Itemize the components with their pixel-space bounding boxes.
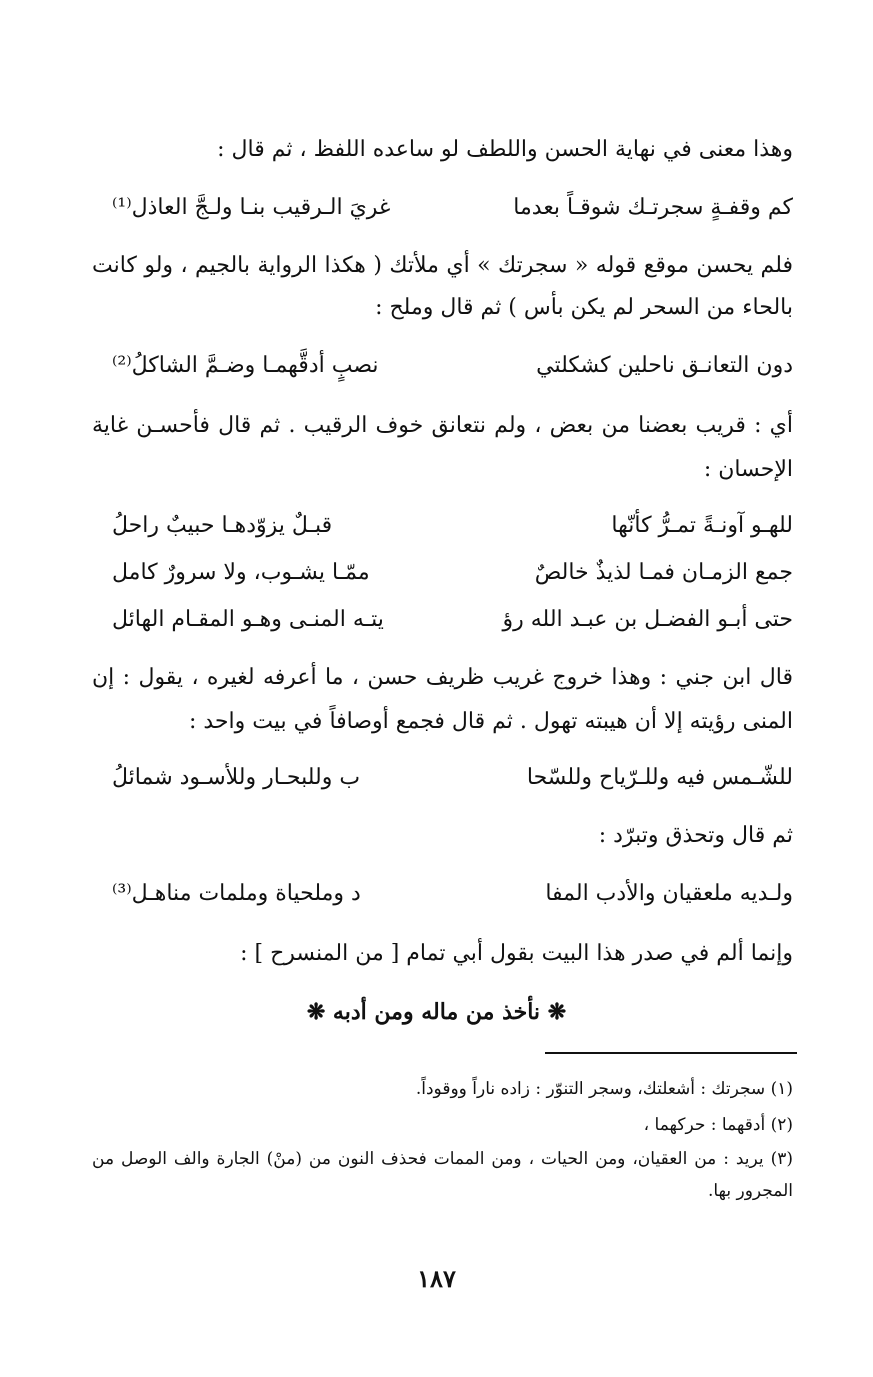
verse-hemistich-first: دون التعانـق ناحلين كشكلتي [536,353,793,378]
verse-hemistich-first: ولـديه ملعقيان والأدب المفا [545,881,793,906]
prose-line: قال ابن جني : وهذا خروج غريب ظريف حسن ، ما أعرفه لغيره ، يقول : إن [92,665,793,690]
verse-hemistich-second: ممّـا يشـوب، ولا سرورٌ كامل [112,560,370,585]
prose-line: بالحاء من السحر لم يكن بأس ) ثم قال وملح : [375,295,793,320]
verse-hemistich-first: للهـو آونـةً تمـرُّ كأنّها [611,513,793,538]
footnote-separator [545,1052,797,1054]
page-number: ١٨٧ [417,1264,456,1293]
prose-line: ثم قال وتحذق وتبرّد : [598,823,793,848]
prose-line: وإنما ألم في صدر هذا البيت بقول أبي تمام [ من المنسرح ] : [240,941,793,966]
prose-line: فلم يحسن موقع قوله « سجرتك » أي ملأتك ( هكذا الرواية بالجيم ، ولو كانت [92,253,793,278]
verse-hemistich-second: قبـلٌ يزوّدهـا حبيبٌ راحلُ [112,513,333,538]
prose-line: وهذا معنى في نهاية الحسن واللطف لو ساعده اللفظ ، ثم قال : [217,137,793,162]
footnote-3-continued: المجرور بها. [707,1181,793,1201]
verse-hemistich-first: جمع الزمـان فمـا لذيذٌ خالصٌ [534,560,793,585]
footnote-1: (١) سجرتك : أشعلتك، وسجر التنوّر : زاده ناراً ووقوداً. [415,1079,793,1099]
verse-hemistich-second: غريَ الـرقيب بنـا ولـجَّ العاذل⁽¹⁾ [112,195,391,220]
verse-hemistich-second: نصبٍ أدقَّهمـا وضـمَّ الشاكلُ⁽²⁾ [112,353,379,378]
verse-hemistich-second: يتـه المنـى وهـو المقـام الهائل [112,607,384,632]
footnote-3: (٣) يريد : من العقيان، ومن الحيات ، ومن الممات فحذف النون من (منْ) الجارة والف الوصل من [92,1149,793,1169]
verse-hemistich-first: كم وقفـةٍ سجرتـك شوقـاً بعدما [513,195,793,220]
footnote-2: (٢) أدقهما : حركهما ، [643,1115,793,1135]
prose-line: أي : قريب بعضنا من بعض ، ولم نتعانق خوف الرقيب . ثم قال فأحسـن غاية [92,413,793,438]
quoted-hemistich: ❋ نأخذ من ماله ومن أدبه ❋ [306,999,567,1025]
prose-line: المنى رؤيته إلا أن هيبته تهول . ثم قال فجمع أوصافاً في بيت واحد : [188,709,793,734]
verse-hemistich-second: ب وللبحـار وللأسـود شمائلُ [112,765,361,790]
prose-line: الإحسان : [703,457,793,482]
verse-hemistich-first: حتى أبـو الفضـل بن عبـد الله رؤ [502,607,793,632]
verse-hemistich-second: د وملحياة وملمات مناهـل⁽³⁾ [112,881,361,906]
verse-hemistich-first: للشّـمس فيه وللـرّياح وللسّحا [526,765,793,790]
